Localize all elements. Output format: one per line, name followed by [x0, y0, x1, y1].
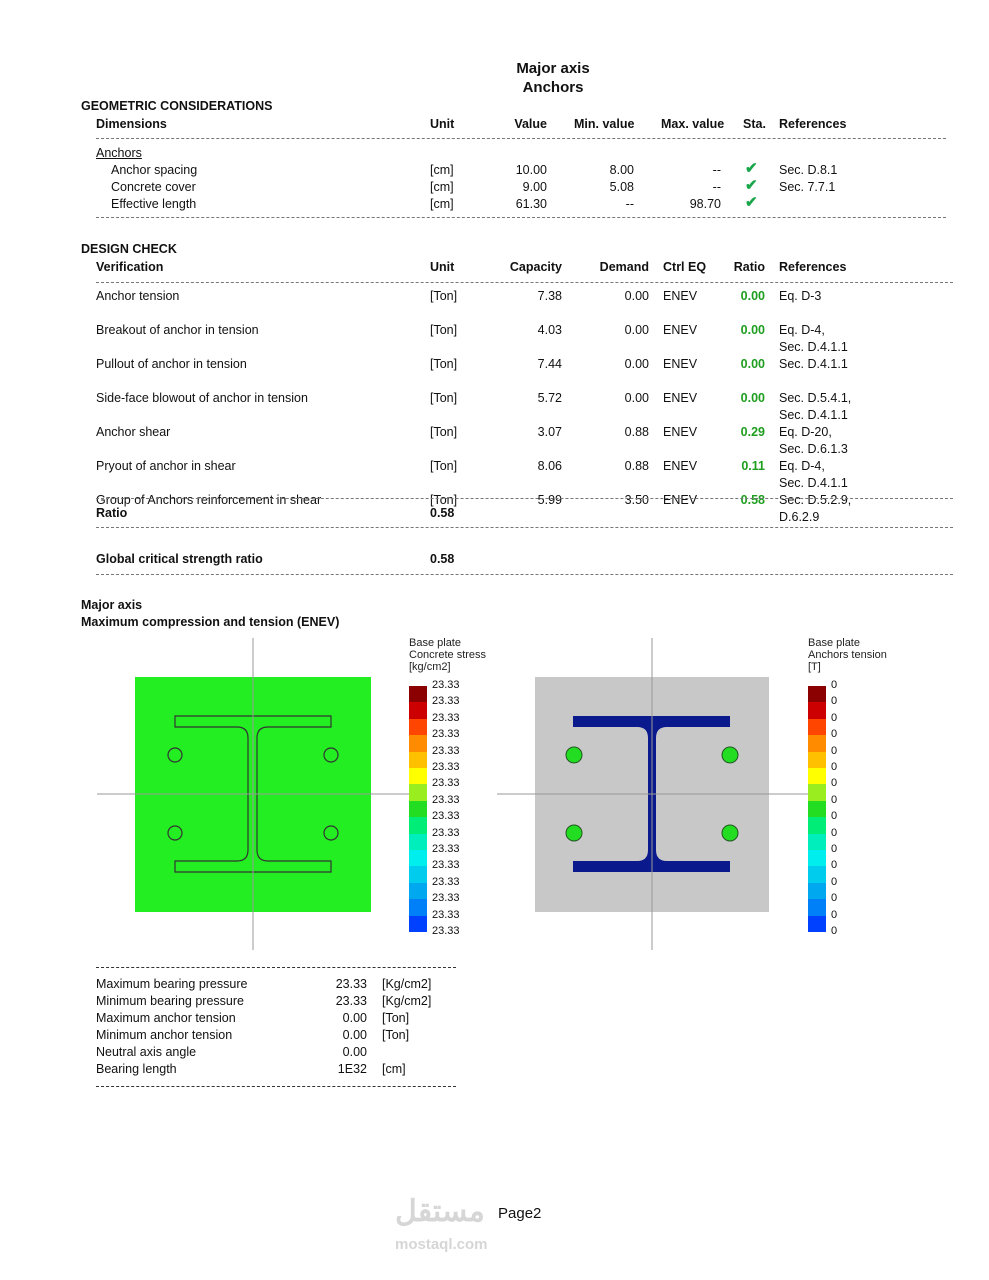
legend-value: 23.33 [432, 793, 460, 806]
demand: 0.00 [624, 391, 649, 405]
ctrl-eq: ENEV [663, 391, 698, 405]
summary-value: 0.00 [342, 1045, 367, 1059]
dimension-label: Concrete cover [111, 180, 196, 194]
verification-label: Anchor shear [96, 425, 171, 439]
plate-diagrams [0, 630, 989, 960]
geo-col-header: Max. value [661, 117, 725, 131]
unit: [Ton] [430, 391, 458, 405]
concrete-stress-diagram [97, 638, 415, 950]
legend-value: 0 [831, 892, 838, 905]
reference: Sec. D.4.1.1 [779, 476, 848, 490]
geo-col-header: Sta. [743, 117, 766, 131]
summary-value: 23.33 [335, 977, 367, 991]
ratio: 0.00 [740, 391, 765, 405]
unit: [Ton] [430, 323, 458, 337]
legend-value: 0 [831, 679, 838, 691]
legend-value: 23.33 [432, 925, 460, 937]
design-col-header: Capacity [509, 260, 562, 274]
legend-color-swatch [409, 916, 427, 932]
legend-color-swatch [808, 801, 826, 817]
summary-label: Maximum anchor tension [96, 1011, 236, 1025]
legend-value: 23.33 [432, 875, 460, 888]
ctrl-eq: ENEV [663, 357, 698, 371]
demand: 0.88 [624, 425, 649, 439]
legend-value: 0 [831, 761, 838, 773]
ctrl-eq: ENEV [663, 323, 698, 337]
summary-unit: [Kg/cm2] [382, 994, 432, 1008]
capacity: 7.38 [537, 289, 562, 303]
legend-value: 0 [831, 744, 838, 757]
ratio-value: 0.58 [430, 506, 455, 520]
reference: Eq. D-20, [779, 425, 832, 439]
ratio: 0.00 [740, 323, 765, 337]
legend-color-swatch [808, 834, 826, 850]
ctrl-eq: ENEV [663, 459, 698, 473]
legend-value: 0 [831, 875, 838, 888]
legend-color-swatch [808, 752, 826, 768]
summary-unit: [cm] [382, 1062, 406, 1076]
legend-color-swatch [409, 735, 427, 751]
legend-title: Base plate [409, 637, 461, 649]
legend-title: [kg/cm2] [409, 661, 451, 673]
capacity: 3.07 [537, 425, 562, 439]
divider [96, 967, 456, 968]
demand: 0.00 [624, 289, 649, 303]
design-col-header: Unit [430, 260, 455, 274]
legend-value: 0 [831, 711, 838, 724]
legend-value: 0 [831, 793, 838, 806]
ctrl-eq: ENEV [663, 493, 698, 507]
legend-value: 0 [831, 859, 838, 872]
watermark-logo: مستقل [395, 1195, 485, 1228]
reference: Sec. D.4.1.1 [779, 340, 848, 354]
summary-unit: [Ton] [382, 1028, 410, 1042]
legend-value: 0 [831, 810, 838, 823]
legend-color-swatch [409, 801, 427, 817]
divider [96, 217, 946, 218]
page-number: Page2 [498, 1205, 542, 1222]
summary-label: Bearing length [96, 1062, 177, 1076]
anchor [722, 747, 738, 763]
geo-col-header: Min. value [574, 117, 635, 131]
design-col-header: Verification [96, 260, 164, 274]
dimension-label: Anchor spacing [111, 163, 198, 177]
legend-color-swatch [808, 719, 826, 735]
legend-value: 0 [831, 728, 838, 741]
legend-value: 23.33 [432, 859, 460, 872]
unit: [Ton] [430, 357, 458, 371]
divider [96, 138, 946, 139]
legend-value: 23.33 [432, 810, 460, 823]
reference: Eq. D-3 [779, 289, 822, 303]
verification-label: Breakout of anchor in tension [96, 323, 259, 337]
legend-color-swatch [409, 834, 427, 850]
legend-value: 0 [831, 908, 838, 921]
demand: 0.00 [624, 323, 649, 337]
global-ratio-value: 0.58 [430, 552, 455, 566]
design-col-header: Ratio [733, 260, 765, 274]
capacity: 5.99 [537, 493, 562, 507]
legend-value: 0 [831, 777, 838, 790]
divider [96, 574, 953, 575]
summary-label: Minimum bearing pressure [96, 994, 244, 1008]
summary-value: 1E32 [337, 1062, 367, 1076]
legend-value: 23.33 [432, 777, 460, 790]
summary-value: 0.00 [342, 1028, 367, 1042]
capacity: 4.03 [537, 323, 562, 337]
min-value: -- [625, 197, 634, 211]
legend-title: [T] [808, 661, 821, 673]
max-value: 98.70 [689, 197, 721, 211]
geo-col-header: Dimensions [96, 117, 167, 131]
divider [96, 1086, 456, 1087]
summary-unit: [Kg/cm2] [382, 977, 432, 991]
legend-color-swatch [409, 702, 427, 718]
summary-label: Neutral axis angle [96, 1045, 197, 1059]
verification-label: Anchor tension [96, 289, 180, 303]
max-value: -- [712, 180, 721, 194]
demand: 3.50 [624, 493, 649, 507]
legend-color-swatch [808, 686, 826, 702]
reference: Sec. D.8.1 [779, 163, 838, 177]
legend-color-swatch [409, 768, 427, 784]
summary-label: Minimum anchor tension [96, 1028, 233, 1042]
legend-color-swatch [808, 850, 826, 866]
legend-color-swatch [409, 899, 427, 915]
value: 10.00 [515, 163, 547, 177]
design-heading: DESIGN CHECK [81, 242, 177, 256]
legend-color-swatch [409, 784, 427, 800]
dimension-label: Effective length [111, 197, 197, 211]
min-value: 8.00 [609, 163, 634, 177]
ctrl-eq: ENEV [663, 289, 698, 303]
ratio: 0.00 [740, 357, 765, 371]
legend-color-swatch [808, 817, 826, 833]
reference: Sec. D.5.4.1, [779, 391, 852, 405]
verification-label: Side-face blowout of anchor in tension [96, 391, 308, 405]
anchors-group-label: Anchors [96, 146, 142, 160]
ratio: 0.00 [740, 289, 765, 303]
reference: Sec. 7.7.1 [779, 180, 836, 194]
legend-title: Anchors tension [808, 649, 887, 661]
reference: Sec. D.4.1.1 [779, 357, 848, 371]
geo-col-header: Unit [430, 117, 455, 131]
anchor [566, 747, 582, 763]
ratio: 0.11 [741, 459, 765, 473]
legend-color-swatch [409, 719, 427, 735]
geo-col-header: Value [514, 117, 547, 131]
legend-value: 0 [831, 826, 838, 839]
reference: Eq. D-4, [779, 323, 825, 337]
unit: [cm] [430, 180, 454, 194]
capacity: 8.06 [537, 459, 562, 473]
check-icon: ✔ [745, 160, 758, 177]
legend-value: 23.33 [432, 843, 460, 855]
divider [96, 282, 953, 283]
min-value: 5.08 [609, 180, 634, 194]
summary-value: 0.00 [342, 1011, 367, 1025]
reference: D.6.2.9 [779, 510, 820, 524]
reference: Sec. D.6.1.3 [779, 442, 848, 456]
legend-color-swatch [808, 866, 826, 882]
legend-color-swatch [409, 850, 427, 866]
divider [96, 498, 953, 499]
legend-color-swatch [808, 916, 826, 932]
legend-color-swatch [409, 866, 427, 882]
reference: Sec. D.4.1.1 [779, 408, 848, 422]
unit: [Ton] [430, 459, 458, 473]
summary-label: Maximum bearing pressure [96, 977, 248, 991]
summary-value: 23.33 [335, 994, 367, 1008]
demand: 0.00 [624, 357, 649, 371]
ctrl-eq: ENEV [663, 425, 698, 439]
watermark-url: mostaql.com [395, 1236, 488, 1253]
unit: [Ton] [430, 289, 458, 303]
demand: 0.88 [624, 459, 649, 473]
divider [96, 527, 953, 528]
unit: [cm] [430, 163, 454, 177]
legend-value: 23.33 [432, 744, 460, 757]
title-anchors: Anchors [522, 79, 584, 96]
legend-value: 0 [831, 925, 838, 937]
anchor-tension-diagram [497, 638, 808, 950]
geometric-heading: GEOMETRIC CONSIDERATIONS [81, 99, 273, 113]
legend-color-swatch [808, 784, 826, 800]
figures-heading: Major axis [81, 598, 143, 612]
design-col-header: Demand [599, 260, 649, 274]
legend-value: 23.33 [432, 908, 460, 921]
legend-title: Concrete stress [409, 649, 487, 661]
legend-value: 23.33 [432, 761, 460, 773]
legend-color-swatch [808, 899, 826, 915]
reference: Sec. D.5.2.9, [779, 493, 852, 507]
legend-value: 23.33 [432, 679, 460, 691]
anchor [722, 825, 738, 841]
legend-value: 23.33 [432, 826, 460, 839]
unit: [cm] [430, 197, 454, 211]
capacity: 7.44 [537, 357, 562, 371]
title-major-axis: Major axis [516, 60, 590, 77]
legend-title: Base plate [808, 637, 860, 649]
legend-color-swatch [808, 768, 826, 784]
legend-color-swatch [808, 883, 826, 899]
legend-value: 23.33 [432, 892, 460, 905]
capacity: 5.72 [537, 391, 562, 405]
verification-label: Group of Anchors reinforcement in shear [96, 493, 322, 507]
legend-value: 0 [831, 695, 838, 708]
reference: Eq. D-4, [779, 459, 825, 473]
legend-value: 0 [831, 843, 838, 855]
geo-col-header: References [779, 117, 847, 131]
figures-subheading: Maximum compression and tension (ENEV) [81, 615, 340, 629]
unit: [Ton] [430, 425, 458, 439]
legend-value: 23.33 [432, 728, 460, 741]
ratio: 0.58 [740, 493, 765, 507]
value: 61.30 [515, 197, 547, 211]
legend-color-swatch [409, 686, 427, 702]
design-col-header: Ctrl EQ [663, 260, 707, 274]
verification-label: Pryout of anchor in shear [96, 459, 236, 473]
summary-unit: [Ton] [382, 1011, 410, 1025]
legend-value: 23.33 [432, 711, 460, 724]
max-value: -- [712, 163, 721, 177]
legend-color-swatch [409, 817, 427, 833]
legend-color-swatch [808, 702, 826, 718]
legend-color-swatch [808, 735, 826, 751]
anchor [566, 825, 582, 841]
check-icon: ✔ [745, 194, 758, 211]
check-icon: ✔ [745, 177, 758, 194]
unit: [Ton] [430, 493, 458, 507]
ratio-label: Ratio [96, 506, 128, 520]
legend-color-swatch [409, 883, 427, 899]
verification-label: Pullout of anchor in tension [96, 357, 247, 371]
legend-value: 23.33 [432, 695, 460, 708]
ratio: 0.29 [740, 425, 765, 439]
global-ratio-label: Global critical strength ratio [96, 552, 263, 566]
value: 9.00 [522, 180, 547, 194]
design-col-header: References [779, 260, 847, 274]
legend-color-swatch [409, 752, 427, 768]
